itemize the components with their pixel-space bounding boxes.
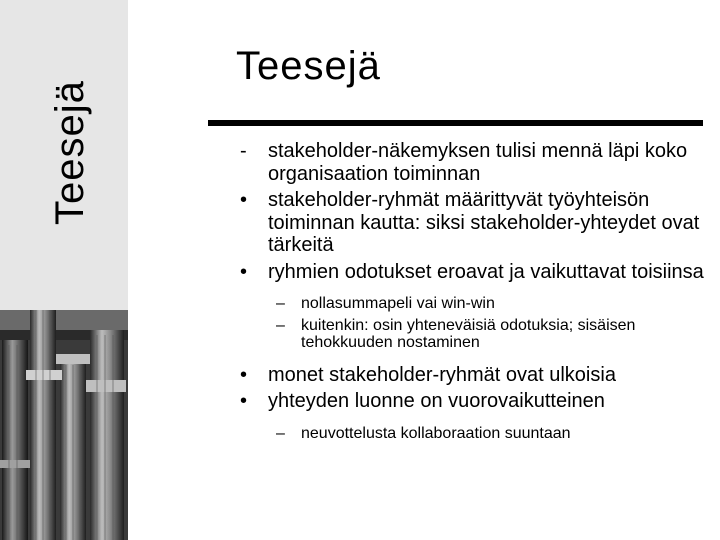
bullet-marker: • (240, 260, 248, 283)
bullet-text: ryhmien odotukset eroavat ja vaikuttavat toisiinsa (268, 260, 704, 283)
bullet-item (236, 189, 706, 257)
dash-marker: – (276, 295, 285, 312)
dash-marker: – (276, 316, 285, 334)
sub-bullet-text: nollasummapeli vai win-win (301, 295, 495, 312)
bullet-item (236, 140, 706, 185)
bullet-marker: • (240, 390, 248, 412)
slide-title: Teesejä (236, 44, 381, 88)
title-divider (208, 120, 703, 126)
bullet-item (236, 390, 706, 413)
sub-bullet-text: neuvottelusta kollaboraation suuntaan (301, 424, 571, 442)
bullet-item (236, 364, 706, 387)
bullet-text: monet stakeholder-ryhmät ovat ulkoisia (268, 363, 616, 386)
bullet-marker: • (240, 363, 248, 386)
sub-bullet-text: kuitenkin: osin yhteneväisiä odotuksia; sisäisen tehokkuuden nostaminen (301, 316, 636, 351)
bullet-list (236, 140, 706, 446)
bullet-item (236, 261, 706, 284)
sub-bullet-item (236, 317, 706, 352)
sub-bullet-item (236, 295, 706, 313)
bullet-text: stakeholder-näkemyksen tulisi mennä läpi koko organisaation toiminnan (268, 140, 688, 185)
bullet-text: yhteyden luonne on vuorovaikutteinen (268, 390, 605, 412)
sidebar (0, 0, 128, 540)
sub-bullet-item (236, 425, 706, 443)
dash-marker: - (240, 140, 247, 162)
columns-image (0, 310, 128, 540)
sidebar-title: Teesejä (48, 80, 92, 225)
bullet-marker: • (240, 189, 248, 211)
dash-marker: – (276, 424, 285, 442)
bullet-text: stakeholder-ryhmät määrittyvät työyhteisön toiminnan kautta: siksi stakeholder-yhteydet ovat tärkeitä (268, 189, 700, 256)
